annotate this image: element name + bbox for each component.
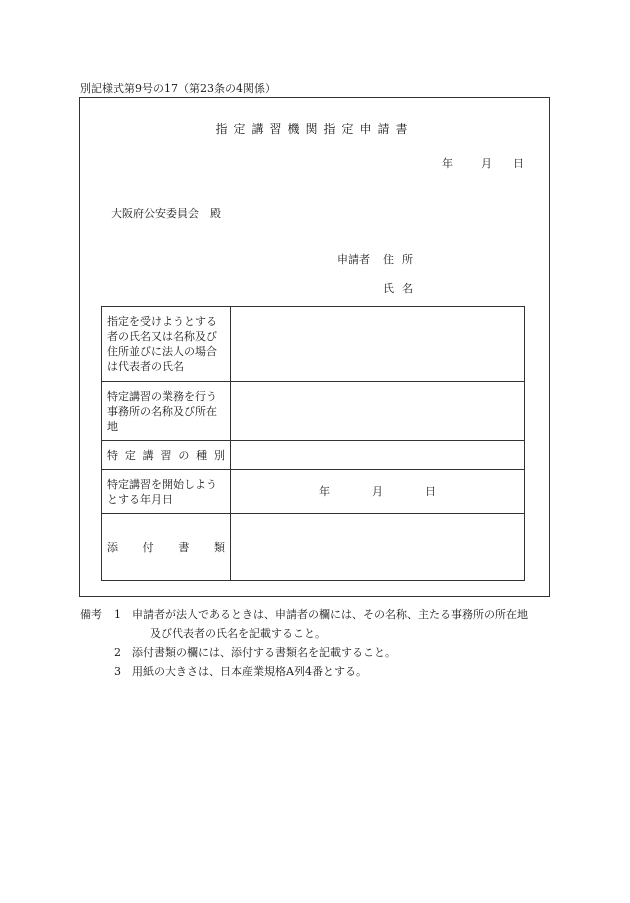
note-item [80,662,560,681]
note-number: 1 [114,608,121,621]
applicant-identity-label: 指定を受けようとする者の氏名又は名称及び住所並びに法人の場合は代表者の氏名 [102,307,231,382]
note-continuation-text: 及び代表者の氏名を記載すること。 [150,627,326,640]
table-row [102,470,525,514]
note-item [80,643,560,662]
date-day-label: 日 [513,157,524,170]
note-text: 添付書類の欄には、添付する書類名を記載すること。 [132,646,396,659]
addressee: 大阪府公安委員会 殿 [111,207,221,220]
note-number: 2 [114,646,121,659]
note-item [80,605,560,624]
form-identifier: 別記様式第9号の17（第23条の4関係） [80,82,276,95]
start-date-field[interactable] [231,470,525,514]
note-continuation [80,624,560,643]
note-number: 3 [114,665,121,678]
office-name-location-label: 特定講習の業務を行う事務所の名称及び所在地 [102,382,231,441]
start-date-day-label: 日 [425,485,436,498]
date-year-label: 年 [442,157,453,170]
start-date-label: 特定講習を開始しようとする年月日 [102,470,231,514]
note-text: 用紙の大きさは、日本産業規格A列4番とする。 [132,665,367,678]
application-details-table [101,306,525,581]
notes-heading: 備考 [80,608,102,621]
start-date-year-label: 年 [319,485,330,498]
applicant-label: 申請者 [337,253,370,266]
application-form-frame [79,97,550,597]
note-text: 申請者が法人であるときは、申請者の欄には、その名称、主たる事務所の所在地 [132,608,528,621]
course-type-field[interactable] [231,441,525,470]
notes-section [80,605,560,681]
attachments-label: 添付書類 [107,540,225,554]
table-row [102,382,525,441]
applicant-identity-field[interactable] [231,307,525,382]
table-row [102,307,525,382]
form-title: 指定講習機関指定申請書 [215,122,414,136]
table-row [102,514,525,581]
office-name-location-field[interactable] [231,382,525,441]
applicant-address-label: 住所 [383,253,421,266]
table-row [102,441,525,470]
date-month-label: 月 [481,157,492,170]
course-type-label: 特定講習の種別 [107,448,225,462]
applicant-name-label: 氏名 [383,282,421,295]
attachments-field[interactable] [231,514,525,581]
start-date-month-label: 月 [372,485,383,498]
